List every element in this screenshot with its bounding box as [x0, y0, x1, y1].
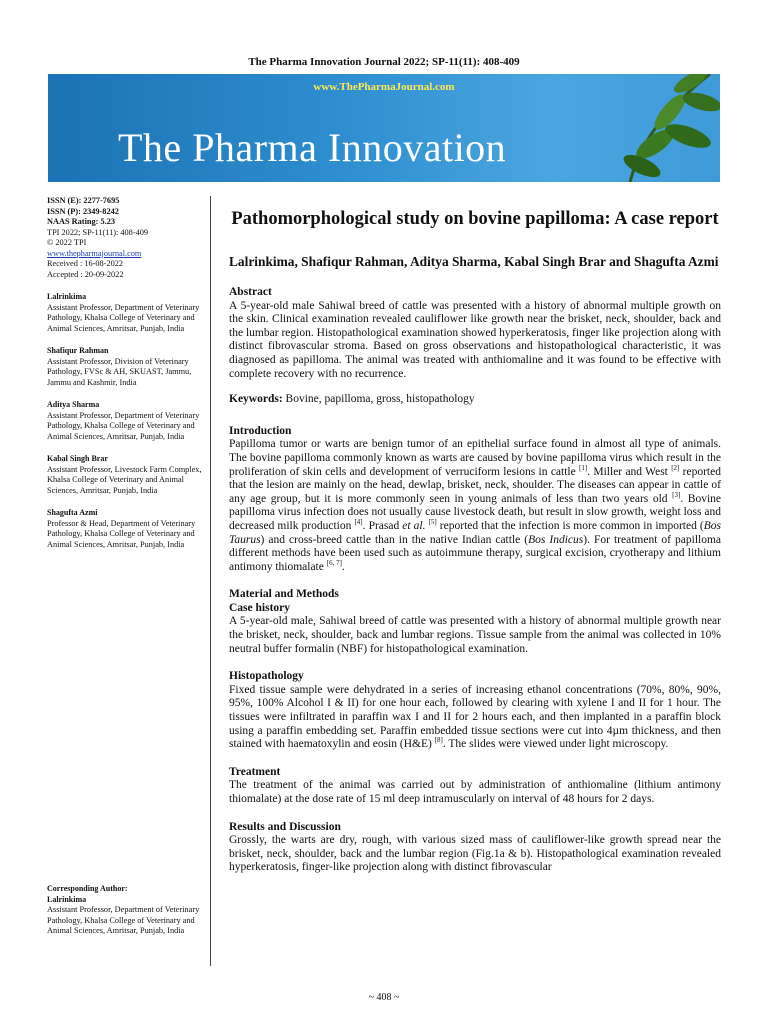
- results-heading: Results and Discussion: [229, 820, 341, 833]
- article-main-column: [229, 208, 721, 875]
- affiliation-4: [47, 454, 205, 496]
- introduction-heading: Introduction: [229, 424, 292, 437]
- citation-ref: [3]: [672, 490, 681, 499]
- citation-ref: [4]: [354, 518, 363, 527]
- affiliation-text: Assistant Professor, Division of Veterinary Pathology, FVSc & AH, SKUAST, Jammu, Jammu and Kashmir, India: [47, 356, 192, 387]
- affiliation-3: [47, 400, 205, 442]
- affiliation-name: Shafiqur Rahman: [47, 346, 109, 355]
- journal-link[interactable]: www.thepharmajournal.com: [47, 248, 142, 258]
- naas-rating: NAAS Rating: 5.23: [47, 217, 115, 226]
- issn-e: ISSN (E): 2277-7695: [47, 196, 120, 205]
- histopathology-heading: Histopathology: [229, 670, 304, 683]
- journal-citation-line: The Pharma Innovation Journal 2022; SP-11(11): 408-409: [248, 56, 520, 68]
- case-history-heading: Case history: [229, 601, 291, 614]
- article-title: Pathomorphological study on bovine papilloma: A case report: [231, 209, 719, 229]
- corresponding-text: Assistant Professor, Department of Veterinary Pathology, Khalsa College of Veterinary and Animal Sciences, Amritsar, Punjab, India: [47, 905, 200, 935]
- keywords-text: Bovine, papilloma, gross, histopathology: [285, 393, 475, 406]
- issn-p: ISSN (P): 2349-8242: [47, 206, 119, 216]
- leaves-illustration-icon: [570, 74, 720, 182]
- citation-ref: [5]: [428, 518, 437, 527]
- introduction-text: Papilloma tumor or warts are benign tumor of an epithelial surface found in almost all type of animals. The bovine papilloma commonly known as warts are caused by bovine papilloma virus which result in the proliferation of skin cells and development of verruciform lesions in cattle [1]. Miller and West [2] reported that the lesion are mainly on the head, dewlap, brisket, neck, shoulder. The diseases can appear in cattle of any age group, but it is more commonly seen in young animals of less than two years old [3]. Bovine papilloma virus infection does not usually cause livestock death, but result in slow growth, weight loss and decreased milk production [4]. Prasad et al. [5] reported that the infection is more common in imported (Bos Taurus) and cross-breed cattle than in the native Indian cattle (Bos Indicus). For treatment of papilloma different methods have been used such as autoimmune therapy, surgical excision, cryotherapy and lithium antimony thiomalate [6, 7].: [229, 438, 722, 573]
- citation-ref: [2]: [671, 463, 680, 472]
- affiliation-text: Assistant Professor, Department of Veterinary Pathology, Khalsa College of Veterinary and Animal Sciences, Amritsar, Punjab, India: [47, 410, 200, 441]
- affiliation-2: [47, 346, 205, 388]
- affiliation-text: Professor & Head, Department of Veterinary Pathology, Khalsa College of Veterinary and Animal Sciences, Amritsar, Punjab, India: [47, 518, 196, 549]
- received-date: Received : 16-08-2022: [47, 259, 124, 268]
- methods-heading: Material and Methods: [229, 588, 339, 601]
- abstract-heading: Abstract: [229, 286, 272, 298]
- affiliation-text: Assistant Professor, Livestock Farm Complex, Khalsa College of Veterinary and Animal Sciences, Amritsar, Punjab, India: [47, 464, 202, 495]
- tpi-citation: TPI 2022; SP-11(11): 408-409: [47, 227, 149, 237]
- article-meta-sidebar: [47, 196, 205, 550]
- affiliation-1: [47, 292, 205, 334]
- affiliation-name: Shagufta Azmi: [47, 508, 98, 517]
- treatment-text: The treatment of the animal was carried out by administration of anthiomaline (lithium antimony thiomalate) at the dose rate of 15 ml deep intramuscularly on interval of 48 hours for 2 days.: [229, 779, 721, 805]
- banner-url[interactable]: www.ThePharmaJournal.com: [313, 81, 455, 93]
- column-divider: [210, 196, 211, 966]
- abstract-text: A 5-year-old male Sahiwal breed of cattle was presented with a history of abnormal multiple growth on the skin. Clinical examination revealed cauliflower like growth near the brisket, neck, shoulder, back and the lumbar region. Histopathological examination showed hyperkeratosis, finger like projection along with distinct fibrovascular stroma. Based on gross observations and histopathological characteristic, it was diagnosed as papilloma. The animal was treated with anthiomaline and it was found to be effective with complete recovery with no recurrence.: [229, 299, 721, 380]
- affiliation-name: Lalrinkima: [47, 292, 87, 301]
- corresponding-author: [47, 884, 205, 937]
- affiliation-name: Aditya Sharma: [47, 400, 100, 409]
- treatment-heading: Treatment: [229, 765, 281, 778]
- copyright: © 2022 TPI: [47, 238, 87, 247]
- citation-ref: [6, 7]: [326, 558, 342, 567]
- citation-ref: [8]: [434, 736, 443, 745]
- citation-ref: [1]: [579, 463, 588, 472]
- keywords-label: Keywords:: [229, 393, 283, 406]
- affiliation-5: [47, 508, 205, 550]
- article-authors: Lalrinkima, Shafiqur Rahman, Aditya Sharma, Kabal Singh Brar and Shagufta Azmi: [229, 254, 719, 269]
- histopathology-text: Fixed tissue sample were dehydrated in a series of increasing ethanol concentrations (70%, 80%, 90%, 95%, 100% Alcohol I & II) for one hour each, followed by clearing with xylene I and II for 1 hour. The tissues were infiltrated in paraffin wax I and II for 2 hours each, and then implanted in a paraffin block using a paraffin embedding set. Paraffin embedded tissue sections were cut into 4µm thickness, and then stained with haematoxylin and eosin (H&E) [8]. The slides were viewed under light microscopy.: [229, 683, 721, 751]
- banner-title: The Pharma Innovation: [118, 125, 507, 170]
- corresponding-label: Corresponding Author:: [47, 884, 128, 893]
- results-text: Grossly, the warts are dry, rough, with various sized mass of cauliflower-like growth spread near the brisket, neck, shoulder, back and the lumbar region (Fig.1a & b). Histopathological examination revealed hyperkeratosis, finger-like projection along with distinct fibrovascular: [229, 834, 721, 874]
- case-history-text: A 5-year-old male, Sahiwal breed of cattle was presented with a history of abnormal multiple growth near the brisket, neck, shoulder, back and lumbar regions. Tissue sample from the animal was collected in 10% neutral buffer formalin (NBF) for histopathological examination.: [229, 615, 721, 655]
- affiliation-name: Kabal Singh Brar: [47, 454, 108, 463]
- journal-banner: [48, 74, 720, 182]
- page-number: ~ 408 ~: [368, 992, 400, 1003]
- affiliation-text: Assistant Professor, Department of Veterinary Pathology, Khalsa College of Veterinary and Animal Sciences, Amritsar, Punjab, India: [47, 302, 200, 333]
- keywords: [229, 393, 721, 407]
- corresponding-name: Lalrinkima: [47, 894, 87, 904]
- accepted-date: Accepted : 20-09-2022: [47, 269, 124, 279]
